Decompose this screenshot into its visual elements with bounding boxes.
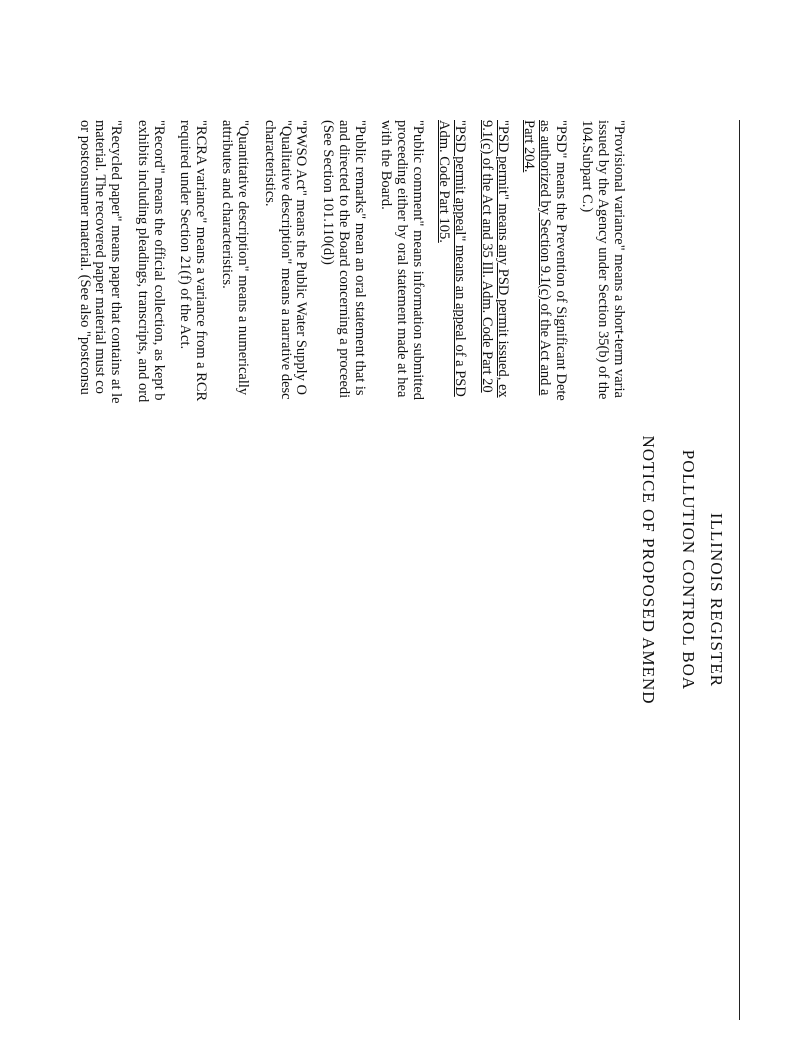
definition-text-line: proceeding either by oral statement made at hea [394,120,411,398]
definition-text-line: "PSD" means the Prevention of Significant Dete [552,120,569,401]
definition-text-line: issued by the Agency under Section 35(b) of the [595,120,612,400]
definition-text-line: (See Section 101.110(d)) [319,120,336,265]
definition-paragraph [176,120,208,1020]
definition-text-line: attributes and characteristics. [219,120,236,289]
definition-text-line: required under Section 21(f) of the Act. [177,120,194,350]
definition-paragraph [478,120,510,1020]
definition-paragraph [319,120,367,1020]
definition-paragraph [76,120,124,1020]
definition-text-line: "PWSO Act" means the Public Water Supply O [293,120,310,396]
definition-text-line: 104.Subpart C.) [579,120,596,213]
definition-text-line: "Qualitative description" means a narrative desc [277,120,294,400]
definition-paragraph [435,120,467,1020]
inserted-text-line: 9.1(c) of the Act and 35 Ill. Adm. Code Part 20 [478,120,495,393]
definition-text-line: "Record" means the official collection, as kept b [150,120,167,401]
header-rule [739,120,740,1020]
definition-text-line: "Provisional variance" means a short-term varia [611,120,627,398]
inserted-text-line: "PSD permit" means any PSD permit issued, ex [494,120,511,398]
definition-text-line: characteristics. [261,120,278,207]
scanned-document-page [76,120,740,1020]
definition-paragraph [578,120,626,1020]
definition-text-line: "RCRA variance" means a variance from a RCR [192,120,209,402]
inserted-text-line: as authorized by Section 9.1(c) of the Act and a [536,120,553,396]
definition-paragraph [520,120,568,1020]
inserted-text-line: Part 204. [520,120,537,173]
definition-paragraph [218,120,250,1020]
definition-text-line: "Public comment" means information submitted [409,120,426,401]
notice-title: NOTICE OF PROPOSED AMEND [639,435,658,705]
inserted-text-line: Adm. Code Part 105. [436,120,453,243]
definitions-section [65,120,626,1020]
definition-text-line: "Recycled paper" means paper that contains at le [108,120,125,404]
inserted-text-line: "PSD permit appeal" means an appeal of a PSD [452,120,469,397]
definition-paragraph [261,120,309,1020]
definition-text-line: material. The recovered paper material must co [92,120,109,394]
definition-paragraph [134,120,166,1020]
definition-text-line: with the Board. [378,120,395,210]
definition-text-line: and directed to the Board concerning a proceedi [335,120,352,399]
board-title: POLLUTION CONTROL BOA [679,449,698,691]
register-title: ILLINOIS REGISTER [707,512,726,688]
definition-text-line: or postconsumer material. (See also "postconsu [76,120,93,395]
definition-text-line: "Public remarks" mean an oral statement that is [351,120,368,396]
definition-paragraph [377,120,425,1020]
definition-text-line: exhibits including pleadings, transcripts, and ord [134,120,151,403]
definition-text-line: "Quantitative description" means a numerically [235,120,252,396]
